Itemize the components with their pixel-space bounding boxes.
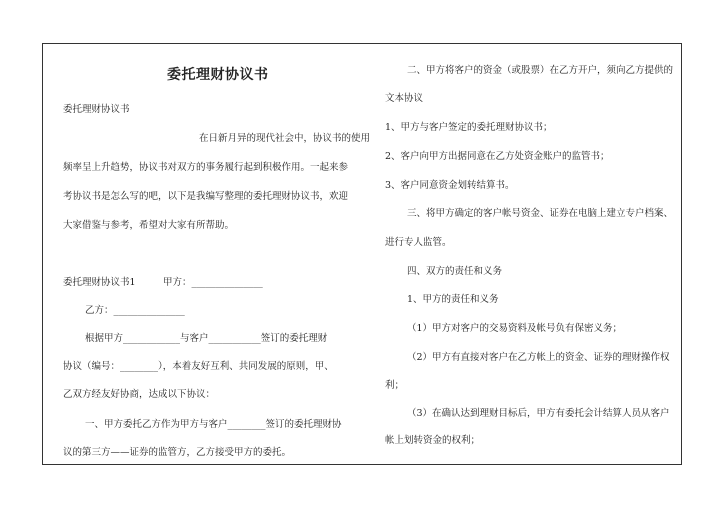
intro-line-4: 大家借鉴与参考，希望对大家有所帮助。	[63, 220, 235, 231]
contract-title: 委托理财协议书1	[63, 277, 136, 288]
basis-line-2: 协议（编号：________），本着友好互利、共同发展的原则，甲、	[63, 361, 334, 372]
duty-2-line-2: 利；	[385, 380, 405, 391]
document-title: 委托理财协议书	[167, 67, 269, 83]
clause-3-line-1: 三、将甲方确定的客户帐号资金、证券在电脑上建立专户档案、	[407, 208, 674, 219]
duty-1-line: （1）甲方对客户的交易资料及帐号负有保密义务；	[407, 323, 623, 334]
intro-line-1: 在日新月异的现代社会中，协议书的使用	[199, 133, 371, 144]
clause-2-item-2: 2、客户向甲方出据同意在乙方处资金账户的监管书；	[385, 151, 610, 162]
duty-3-line-1: （3）在确认达到理财目标后，甲方有委托会计结算人员从客户	[407, 408, 670, 419]
clause-4-heading: 四、双方的责任和义务	[407, 266, 503, 277]
party-b-line: 乙方：_______________	[85, 305, 185, 316]
intro-line-3: 考协议书是怎么写的吧，以下是我编写整理的委托理财协议书，欢迎	[63, 191, 349, 202]
clause-3-line-2: 进行专人监管。	[385, 237, 452, 248]
party-a-duties-heading: 1、甲方的责任和义务	[407, 294, 499, 305]
clause-2-item-1: 1、甲方与客户签定的委托理财协议书；	[385, 122, 553, 133]
section-heading: 委托理财协议书	[63, 104, 130, 115]
intro-line-2: 频率呈上升趋势，协议书对双方的事务履行起到积极作用。一起来参	[63, 162, 349, 173]
party-a-line: 甲方：_______________	[163, 277, 263, 288]
basis-line-3: 乙双方经友好协商，达成以下协议：	[63, 389, 216, 400]
document-page	[42, 43, 682, 465]
clause-1-line-2: 议的第三方——证券的监管方，乙方接受甲方的委托。	[63, 447, 292, 458]
duty-2-line-1: （2）甲方有直接对客户在乙方帐上的资金、证券的理财操作权	[407, 352, 670, 363]
clause-2-line-1: 二、甲方将客户的资金（或股票）在乙方开户，须向乙方提供的	[407, 65, 674, 76]
clause-2-item-3: 3、客户同意资金划转结算书。	[385, 180, 515, 191]
duty-3-line-2: 帐上划转资金的权利；	[385, 435, 481, 446]
clause-2-line-2: 文本协议	[385, 93, 424, 104]
clause-1-line-1: 一、甲方委托乙方作为甲方与客户________签订的委托理财协	[85, 419, 342, 430]
basis-line-1: 根据甲方____________与客户___________签订的委托理财	[85, 333, 328, 344]
